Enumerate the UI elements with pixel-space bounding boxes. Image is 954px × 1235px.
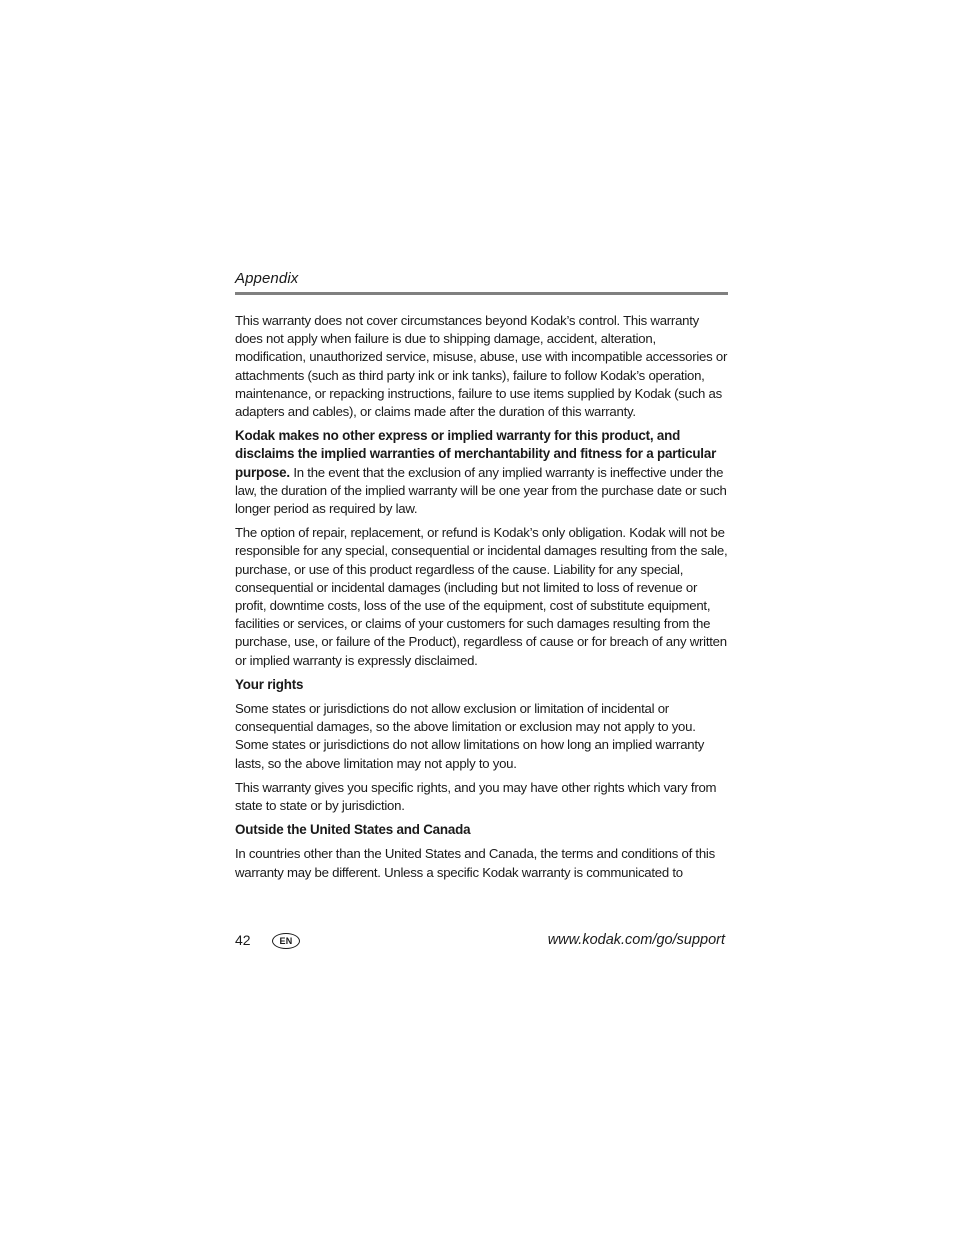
support-link[interactable]: www.kodak.com/go/support [547, 932, 725, 948]
language-badge-icon: EN [272, 933, 300, 949]
obligation-paragraph: The option of repair, replacement, or refund is Kodak’s only obligation. Kodak will not be responsible for any special, consequential or incidental damages resulting from the sale, purchase, or use of this product regardless of the cause. Liability for any special, consequential or incidental damages (including but not limited to loss of revenue or profit, downtime costs, loss of the use of the equipment, cost of substitute equipment, facilities or services, or claims of your customers for such damages resulting from the purchase, use, or failure of the Product), regardless of cause or for breach of any written or implied warranty is expressly disclaimed. [235, 525, 728, 668]
page-number: 42 [235, 932, 251, 948]
page-footer [235, 931, 725, 953]
warranty-exclusions-paragraph: This warranty does not cover circumstances beyond Kodak’s control. This warranty does not apply when failure is due to shipping damage, accident, alteration, modification, unauthorized service, misuse, abuse, use with incompatible accessories or attachments (such as third party ink or ink tanks), failure to follow Kodak’s operation, maintenance, or repacking instructions, failure to use items supplied by Kodak (such as adapters and cables), or claims made after the duration of this warranty. [235, 313, 728, 420]
page-body [235, 312, 729, 888]
outside-us-canada-heading: Outside the United States and Canada [235, 822, 471, 838]
section-title: Appendix [235, 270, 299, 287]
implied-warranty-disclaimer: Kodak makes no other express or implied warranty for this product, and disclaims the implied warranties of merchantability and fitness for a particular purpose. [235, 428, 717, 480]
implied-warranty-paragraph [235, 427, 729, 518]
implied-warranty-duration: In the event that the exclusion of any implied warranty is ineffective under the law, the duration of the implied warranty will be one year from the purchase date or such longer period as required by law. [235, 464, 727, 517]
state-limitations-paragraph: Some states or jurisdictions do not allow exclusion or limitation of incidental or consequential damages, so the above limitation or exclusion may not apply to you. Some states or jurisdictions do not allow limitations on how long an implied warranty lasts, so the above limitation may not apply to you. [235, 701, 705, 771]
your-rights-heading: Your rights [235, 676, 304, 692]
specific-rights-paragraph: This warranty gives you specific rights, and you may have other rights which vary from state to state or by jurisdiction. [235, 779, 717, 814]
header-divider [235, 292, 728, 295]
other-countries-paragraph: In countries other than the United States and Canada, the terms and conditions of this warranty may be different. Unless a specific Kodak warranty is communicated to [235, 846, 715, 880]
